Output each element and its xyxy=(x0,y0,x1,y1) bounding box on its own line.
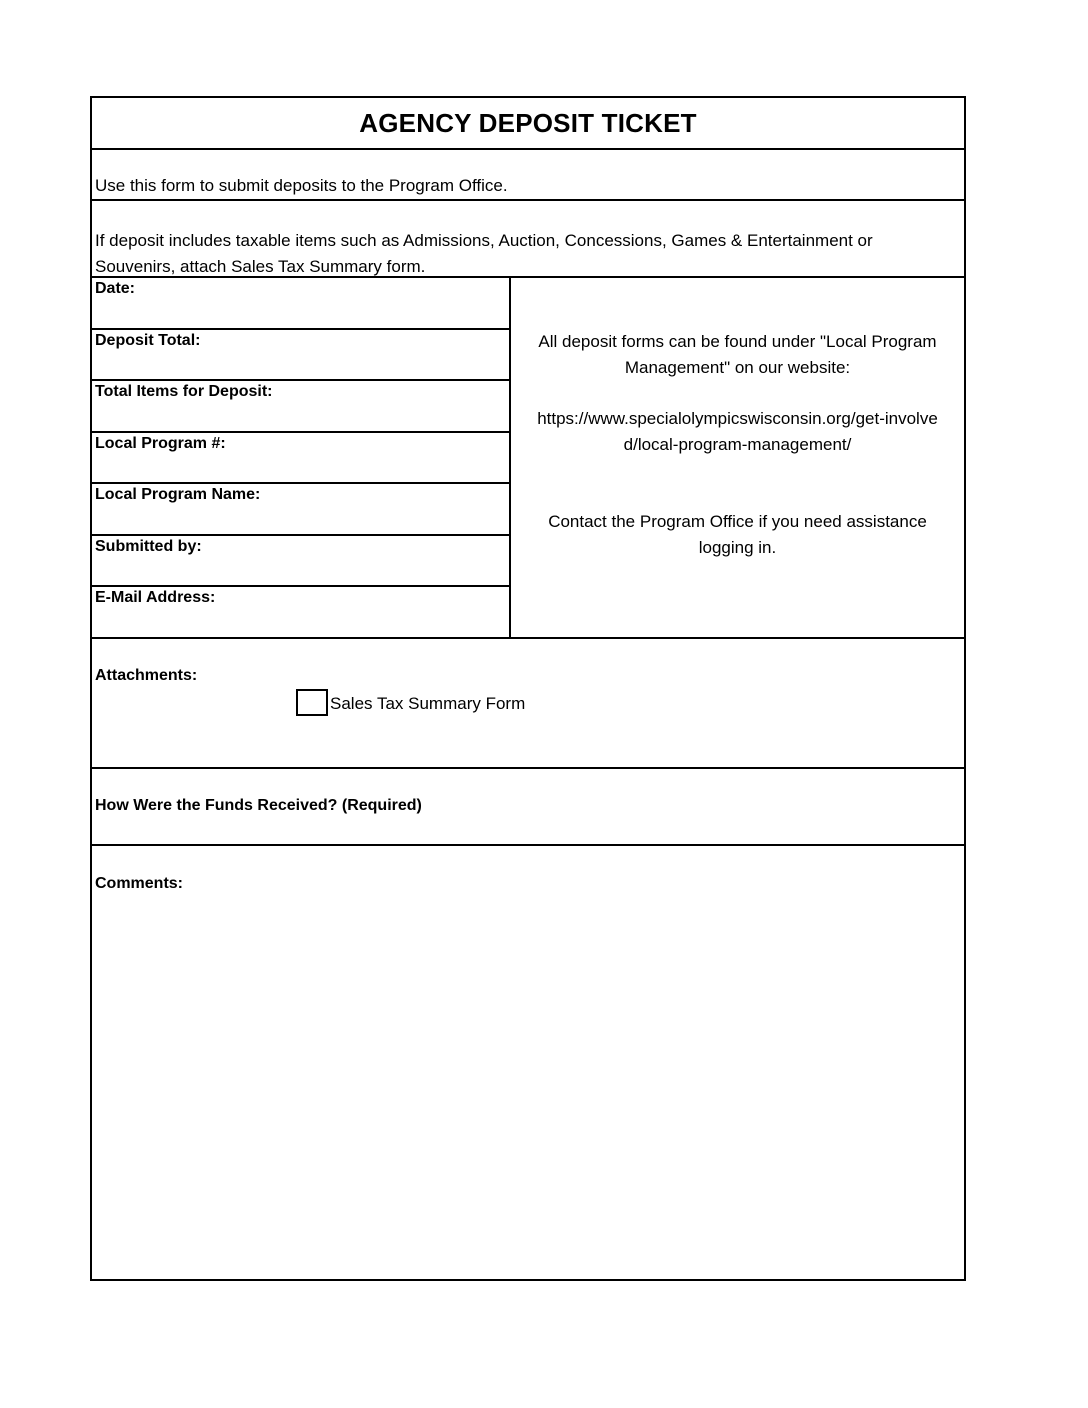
attachments-label: Attachments: xyxy=(95,667,198,684)
title-row xyxy=(92,98,964,150)
field-deposit-total[interactable] xyxy=(92,330,509,382)
field-total-items[interactable] xyxy=(92,381,509,433)
field-email-address[interactable] xyxy=(92,587,509,639)
tax-note-row xyxy=(92,201,964,278)
info-column xyxy=(511,278,964,637)
comments-label: Comments: xyxy=(95,875,184,892)
field-submitted-by-label: Submitted by: xyxy=(95,537,202,555)
fields-block xyxy=(92,278,964,639)
field-local-program-name[interactable] xyxy=(92,484,509,536)
website-url[interactable]: https://www.specialolympicswisconsin.org/get-involved/local-program-management/ xyxy=(537,409,938,454)
funds-received-row[interactable] xyxy=(92,769,964,846)
field-deposit-total-label: Deposit Total: xyxy=(95,331,201,349)
field-date-label: Date: xyxy=(95,280,136,297)
field-total-items-label: Total Items for Deposit: xyxy=(95,383,273,400)
field-date[interactable] xyxy=(92,278,509,330)
funds-received-label: How Were the Funds Received? (Required) xyxy=(95,797,422,814)
intro-text: Use this form to submit deposits to the Program Office. xyxy=(95,176,508,195)
contact-text: Contact the Program Office if you need assistance logging in. xyxy=(548,512,927,557)
sales-tax-summary-checkbox[interactable] xyxy=(296,689,328,716)
forms-location-text: All deposit forms can be found under "Local Program Management" on our website: xyxy=(538,332,937,377)
field-local-program-number-label: Local Program #: xyxy=(95,434,226,452)
field-local-program-name-label: Local Program Name: xyxy=(95,486,261,503)
tax-note-text: If deposit includes taxable items such as Admissions, Auction, Concessions, Games & Entertainment or Souvenirs, attach Sales Tax Summary form. xyxy=(95,231,873,276)
field-local-program-number[interactable] xyxy=(92,433,509,485)
fields-column xyxy=(92,278,511,637)
deposit-ticket-form xyxy=(90,96,966,1281)
attachments-row xyxy=(92,639,964,769)
field-submitted-by[interactable] xyxy=(92,536,509,588)
field-email-address-label: E-Mail Address: xyxy=(95,589,216,606)
form-title: AGENCY DEPOSIT TICKET xyxy=(359,107,697,138)
intro-row xyxy=(92,150,964,201)
comments-area[interactable] xyxy=(92,846,964,1279)
sales-tax-summary-label: Sales Tax Summary Form xyxy=(330,694,526,713)
